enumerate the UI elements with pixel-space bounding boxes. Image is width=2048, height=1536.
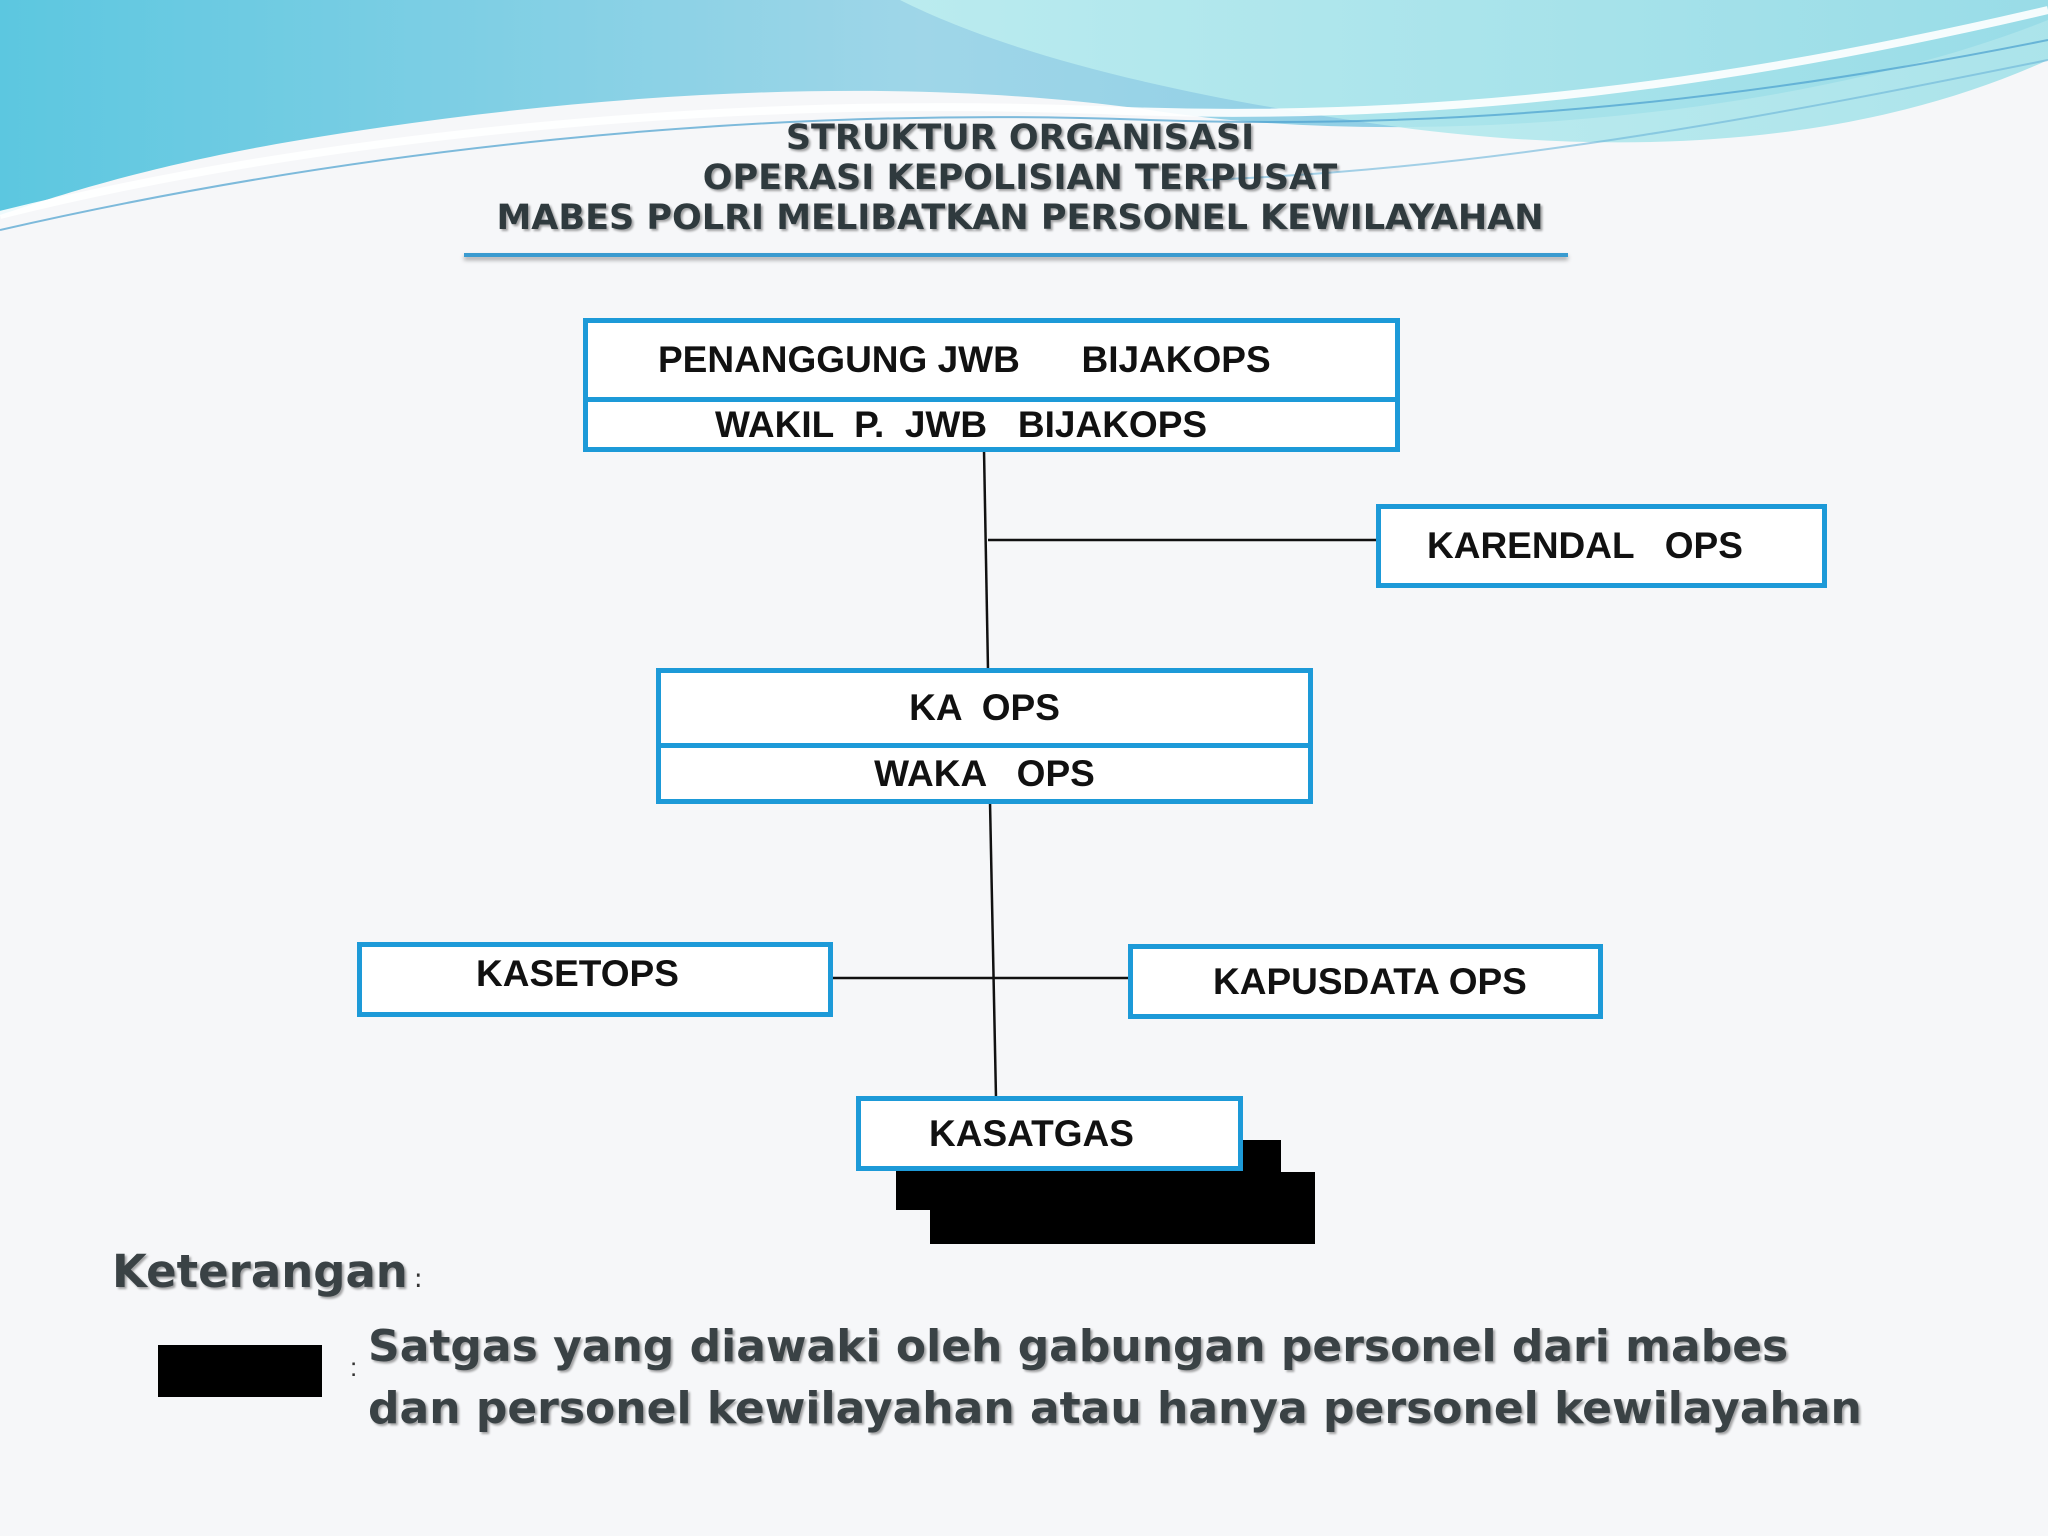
- box-kasetops: KASETOPS: [357, 942, 833, 1017]
- legend-line-1: Satgas yang diawaki oleh gabungan personel dari mabes: [368, 1321, 1789, 1372]
- connector-pj-to-kaops: [984, 450, 988, 670]
- title-line-3: MABES POLRI MELIBATKAN PERSONEL KEWILAYAHAN: [496, 198, 1544, 238]
- legend-heading-colon: :: [413, 1264, 423, 1294]
- title-line-1: STRUKTUR ORGANISASI: [785, 118, 1255, 158]
- legend-swatch: [158, 1345, 322, 1397]
- box-penanggung-jawab: [583, 318, 1400, 452]
- legend-heading: [112, 1245, 423, 1298]
- legend-heading-text: Keterangan: [112, 1245, 408, 1298]
- legend-separator: :: [350, 1352, 358, 1382]
- box-karendal-ops: KARENDAL OPS: [1376, 504, 1827, 588]
- kaops-bottom-row: WAKA OPS: [661, 743, 1308, 799]
- redacted-block-2: [930, 1172, 1315, 1244]
- legend-line-2: dan personel kewilayahan atau hanya personel kewilayahan: [368, 1383, 1862, 1434]
- pj-bottom-row: WAKIL P. JWB BIJAKOPS: [588, 397, 1395, 447]
- connector-kaops-to-kasatgas: [990, 802, 996, 1098]
- box-kasatgas: KASATGAS: [856, 1096, 1243, 1171]
- kaops-top-row: KA OPS: [909, 687, 1060, 728]
- box-ka-ops: [656, 668, 1313, 804]
- legend-description: [368, 1316, 1868, 1440]
- pj-top-row: PENANGGUNG JWB BIJAKOPS: [658, 339, 1271, 380]
- title-line-2: OPERASI KEPOLISIAN TERPUSAT: [702, 158, 1338, 198]
- box-kapusdata-ops: KAPUSDATA OPS: [1128, 944, 1603, 1019]
